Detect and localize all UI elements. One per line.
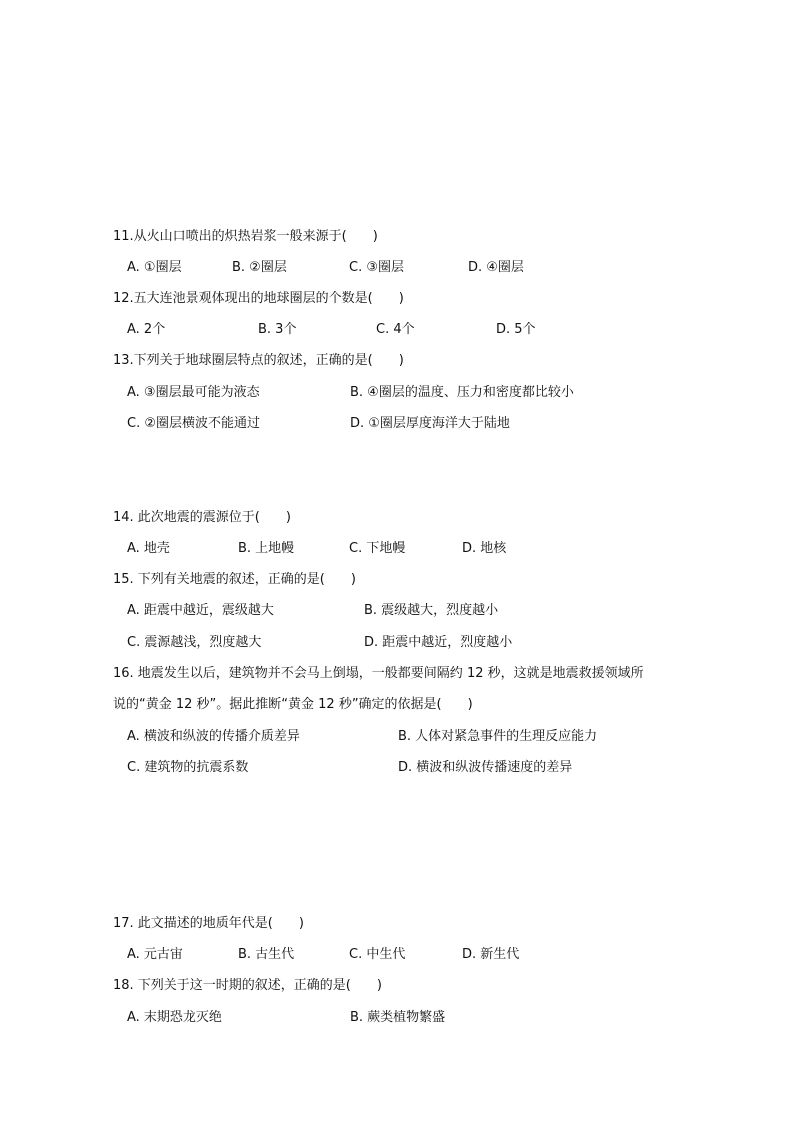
q16-option-a: A. 横波和纵波的传播介质差异: [127, 729, 300, 744]
q16-option-c: C. 建筑物的抗震系数: [127, 760, 249, 775]
question-17-stem: 17. 此文描述的地质年代是( ): [113, 916, 304, 931]
q15-option-b: B. 震级越大，烈度越小: [364, 603, 499, 618]
q14-option-b: B. 上地幔: [238, 541, 295, 556]
q12-option-a: A. 2个: [127, 322, 166, 337]
q16-option-d: D. 横波和纵波传播速度的差异: [398, 760, 573, 775]
q17-option-a: A. 元古宙: [127, 947, 183, 962]
q15-option-c: C. 震源越浅，烈度越大: [127, 635, 262, 650]
q17-option-d: D. 新生代: [462, 947, 520, 962]
q17-option-b: B. 古生代: [238, 947, 295, 962]
q12-option-b: B. 3个: [258, 322, 297, 337]
question-15-stem: 15. 下列有关地震的叙述，正确的是( ): [113, 572, 356, 587]
q14-option-d: D. 地核: [462, 541, 507, 556]
q17-option-c: C. 中生代: [349, 947, 406, 962]
q18-option-a: A. 末期恐龙灭绝: [127, 1010, 222, 1025]
q13-option-a: A. ③圈层最可能为液态: [127, 385, 260, 400]
q12-option-d: D. 5个: [496, 322, 536, 337]
question-11-stem: 11.从火山口喷出的炽热岩浆一般来源于( ): [113, 229, 378, 244]
q16-option-b: B. 人体对紧急事件的生理反应能力: [398, 729, 598, 744]
q11-option-a: A. ①圈层: [127, 260, 182, 275]
question-16-stem-line-2: 说的“黄金 12 秒”。据此推断“黄金 12 秒”确定的依据是( ): [113, 697, 473, 712]
question-12-stem: 12.五大连池景观体现出的地球圈层的个数是( ): [113, 291, 404, 306]
question-14-stem: 14. 此次地震的震源位于( ): [113, 510, 291, 525]
q14-option-a: A. 地壳: [127, 541, 170, 556]
q14-option-c: C. 下地幔: [349, 541, 406, 556]
q11-option-d: D. ④圈层: [468, 260, 524, 275]
question-13-stem: 13.下列关于地球圈层特点的叙述，正确的是( ): [113, 353, 404, 368]
q15-option-d: D. 距震中越近，烈度越小: [364, 635, 513, 650]
question-18-stem: 18. 下列关于这一时期的叙述，正确的是( ): [113, 978, 382, 993]
q18-option-b: B. 蕨类植物繁盛: [350, 1010, 446, 1025]
q12-option-c: C. 4个: [376, 322, 415, 337]
q13-option-d: D. ①圈层厚度海洋大于陆地: [350, 416, 510, 431]
q11-option-b: B. ②圈层: [232, 260, 287, 275]
question-16-stem-line-1: 16. 地震发生以后，建筑物并不会马上倒塌，一般都要间隔约 12 秒，这就是地震救援领域所: [113, 666, 644, 681]
q13-option-b: B. ④圈层的温度、压力和密度都比较小: [350, 385, 574, 400]
q15-option-a: A. 距震中越近，震级越大: [127, 603, 274, 618]
q11-option-c: C. ③圈层: [349, 260, 404, 275]
q13-option-c: C. ②圈层横波不能通过: [127, 416, 260, 431]
